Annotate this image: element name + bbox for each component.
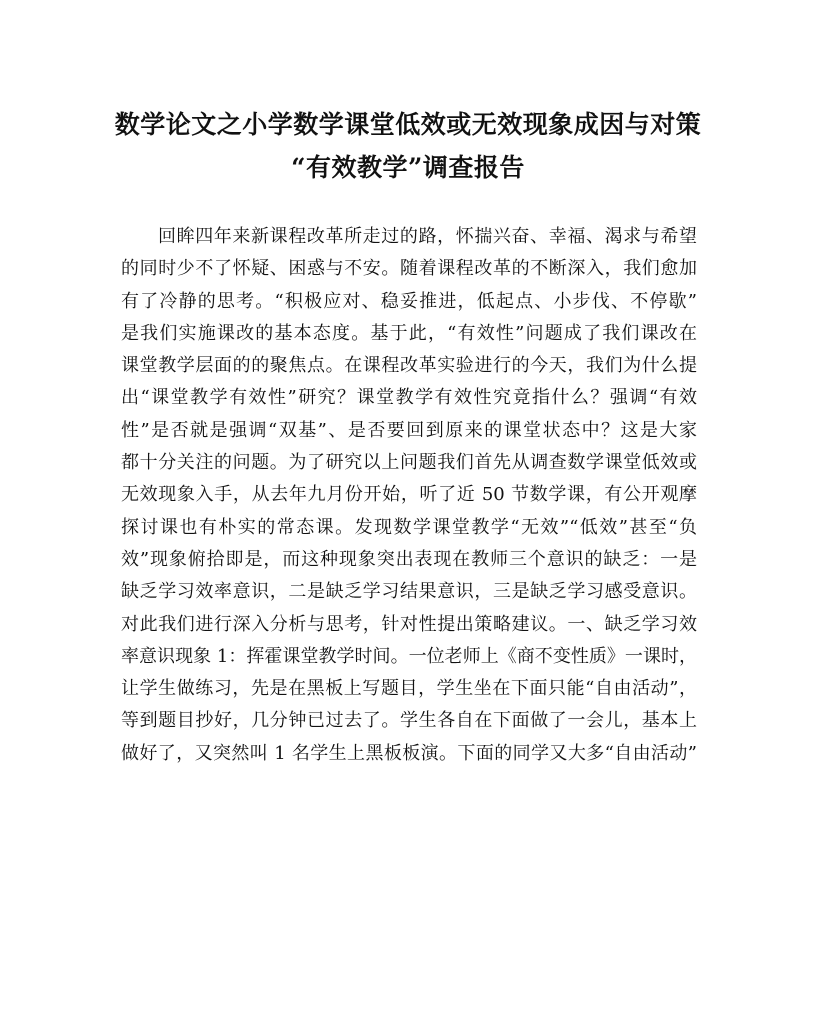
body-line: 等到题目抄好，几分钟已过去了。学生各自在下面做了一会儿，基本上 xyxy=(121,710,697,732)
body-line: 无效现象入手，从去年九月份开始，听了近 50 节数学课，有公开观摩 xyxy=(121,484,697,506)
body-line: 探讨课也有朴实的常态课。发现数学课堂教学“无效”“低效”甚至“负 xyxy=(121,516,697,538)
body-line: 出“课堂教学有效性”研究？课堂教学有效性究竟指什么？强调“有效 xyxy=(121,387,697,409)
body-line: 是我们实施课改的基本态度。基于此，“有效性”问题成了我们课改在 xyxy=(121,322,697,344)
body-line: 让学生做练习，先是在黑板上写题目，学生坐在下面只能“自由活动”， xyxy=(121,678,697,700)
body-line: 效”现象俯拾即是，而这种现象突出表现在教师三个意识的缺乏：一是 xyxy=(121,548,697,570)
body-line: 率意识现象 1：挥霍课堂教学时间。一位老师上《商不变性质》一课时， xyxy=(121,645,697,667)
body-line: 课堂教学层面的的聚焦点。在课程改革实验进行的今天，我们为什么提 xyxy=(121,355,697,377)
body-line: 性”是否就是强调“双基”、是否要回到原来的课堂状态中？这是大家 xyxy=(121,419,697,441)
document-body xyxy=(121,221,697,770)
body-line: 回眸四年来新课程改革所走过的路，怀揣兴奋、幸福、渴求与希望 xyxy=(158,226,697,247)
body-line: 缺乏学习效率意识，二是缺乏学习结果意识，三是缺乏学习感受意识。 xyxy=(121,581,697,603)
body-line: 对此我们进行深入分析与思考，针对性提出策略建议。一、缺乏学习效 xyxy=(121,613,697,635)
body-line: 都十分关注的问题。为了研究以上问题我们首先从调查数学课堂低效或 xyxy=(121,452,697,474)
body-line: 做好了，又突然叫 1 名学生上黑板板演。下面的同学又大多“自由活动” xyxy=(121,742,697,764)
document-title-line-2: “有效教学”调查报告 xyxy=(291,153,525,182)
document-title-line-1: 数学论文之小学数学课堂低效或无效现象成因与对策 xyxy=(114,110,702,139)
body-line: 的同时少不了怀疑、困惑与不安。随着课程改革的不断深入，我们愈加 xyxy=(121,258,697,280)
body-line: 有了冷静的思考。“积极应对、稳妥推进，低起点、小步伐、不停歇” xyxy=(121,290,697,312)
